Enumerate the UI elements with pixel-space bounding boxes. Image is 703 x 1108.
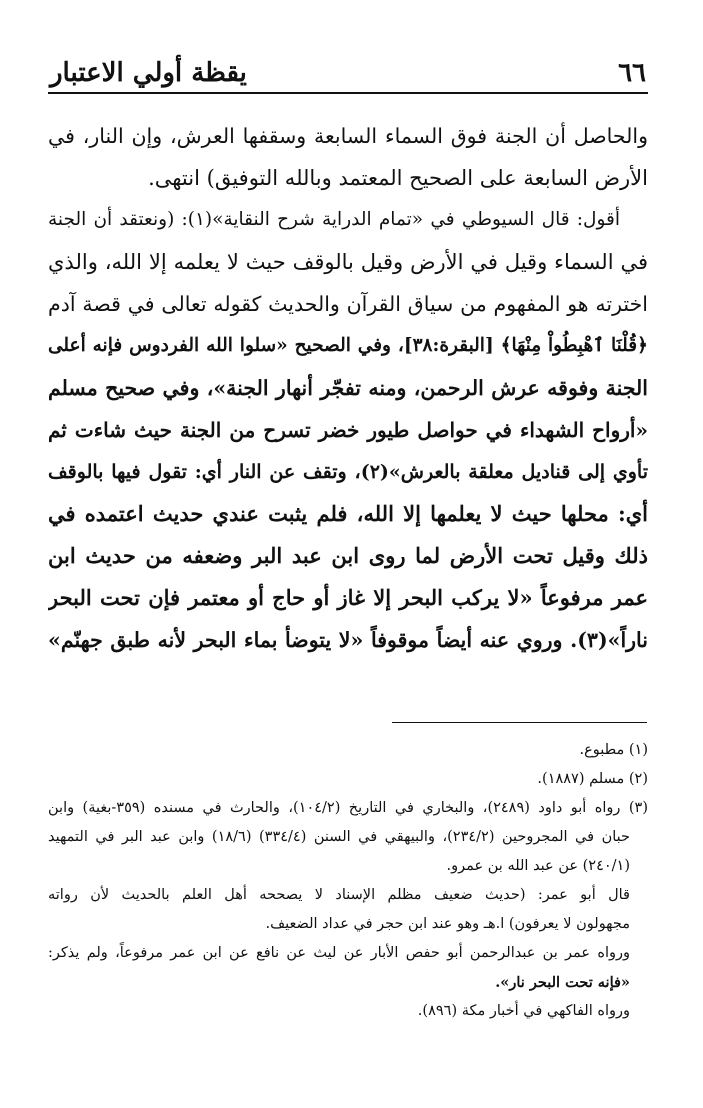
footnote-line: ورواه عمر بن عبدالرحمن أبو حفص الأبار عن ليث عن نافع عن ابن عمر مرفوعاً، ولم يذكر:: [48, 945, 630, 961]
text-line: تأوي إلى قناديل معلقة بالعرش»(٢)، وتقف عن النار أي: تقول فيها بالوقف: [48, 461, 648, 483]
running-title: يقظة أولي الاعتبار: [50, 58, 247, 88]
footnotes: [48, 736, 648, 1026]
page-number: ٦٦: [618, 58, 646, 88]
text-line: أي: محلها حيث لا يعلمها إلا الله، فلم يثبت عندي حديث اعتمده في: [48, 501, 648, 526]
footnote-line: «فإنه تحت البحر نار».: [495, 974, 630, 991]
footnote-line: (١) مطبوع.: [579, 742, 648, 758]
text-line: ذلك وقيل تحت الأرض لما روى ابن عبد البر وضعفه من حديث ابن: [48, 543, 648, 568]
text-line: اخترته هو المفهوم من سياق القرآن والحديث كقوله تعالى في قصة آدم: [48, 292, 648, 316]
text-line: والحاصل أن الجنة فوق السماء السابعة وسقفها العرش، وإن النار، في: [48, 124, 648, 148]
footnote-divider: [392, 722, 647, 723]
footnote-line: (٣) رواه أبو داود (٢٤٨٩)، والبخاري في التاريخ (١٠٤/٢)، والحارث في مسنده (٣٥٩-بغية) وابن: [48, 800, 648, 816]
footnote-line: (٢٤٠/١) عن عبد الله بن عمرو.: [446, 858, 630, 874]
footnote-line: قال أبو عمر: (حديث ضعيف مظلم الإسناد لا يصححه أهل العلم بالحديث لأن رواته: [48, 887, 630, 903]
text-line: الجنة وفوقه عرش الرحمن، ومنه تفجّر أنهار الجنة»، وفي صحيح مسلم: [48, 376, 648, 400]
page-header: [50, 56, 646, 90]
header-divider: [48, 92, 648, 94]
footnote-line: مجهولون لا يعرفون) ا.هـ وهو عند ابن حجر في عداد الضعيف.: [265, 916, 630, 932]
text-line: في السماء وقيل في الأرض وقيل بالوقف حيث لا يعلمه إلا الله، والذي: [48, 250, 648, 274]
text-line: ﴿قُلْنَا ٱهْبِطُواْ مِنْهَا﴾ [البقرة:٣٨]، وفي الصحيح «سلوا الله الفردوس فإنه أعلى: [48, 335, 648, 356]
text-line: ناراً»(٣). وروي عنه أيضاً موقوفاً «لا يتوضأ بماء البحر لأنه طبق جهنّم»: [48, 628, 648, 652]
footnote-line: حبان في المجروحين (٢٣٤/٢)، والبيهقي في السنن (٣٣٤/٤) (١٨/٦) وابن عبد البر في التمهيد: [48, 829, 630, 845]
footnote-line: (٢) مسلم (١٨٨٧).: [537, 771, 648, 787]
footnote-line: ورواه الفاكهي في أخبار مكة (٨٩٦).: [417, 1003, 630, 1019]
text-line: الأرض السابعة على الصحيح المعتمد وبالله التوفيق) انتهى.: [148, 166, 648, 190]
main-text: [48, 115, 648, 661]
text-line: «أرواح الشهداء في حواصل طيور خضر تسرح من الجنة حيث شاءت ثم: [48, 418, 648, 442]
text-line: عمر مرفوعاً «لا يركب البحر إلا غاز أو حاج أو معتمر فإن تحت البحر: [48, 585, 648, 610]
text-line: أقول: قال السيوطي في «تمام الدراية شرح النقاية»(١): (ونعتقد أن الجنة: [48, 209, 621, 230]
